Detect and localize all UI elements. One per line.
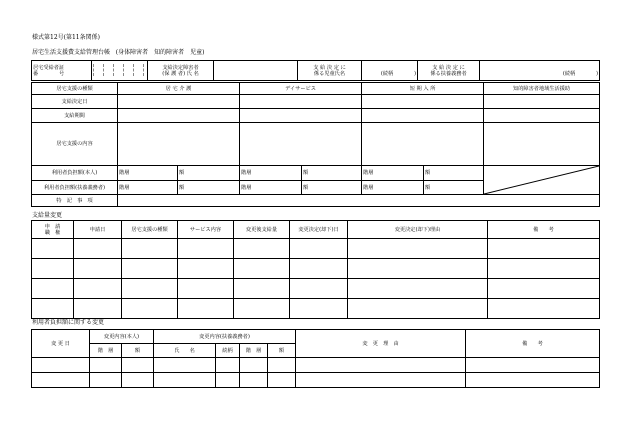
change-row[interactable] bbox=[32, 299, 600, 319]
day-service-content[interactable] bbox=[240, 123, 362, 166]
recipient-number-label bbox=[32, 61, 92, 81]
user-burden-tier-1[interactable]: 階層 bbox=[118, 166, 178, 181]
day-service-period[interactable] bbox=[240, 109, 362, 123]
form-categories: (身体障害者 知的障害者 児童) bbox=[115, 49, 205, 56]
period-label: 支給期間 bbox=[32, 109, 118, 123]
short-stay-period[interactable] bbox=[362, 109, 484, 123]
support-burden-tier-2[interactable]: 階層 bbox=[240, 181, 302, 195]
burden-support-amount-header: 額 bbox=[268, 344, 296, 358]
notes-field[interactable] bbox=[118, 195, 600, 207]
home-care-content[interactable] bbox=[118, 123, 240, 166]
change-row[interactable] bbox=[32, 279, 600, 299]
user-burden-amount-2[interactable]: 額 bbox=[302, 166, 362, 181]
support-label bbox=[418, 61, 480, 81]
decided-person-label-1: 支給決定障害者 bbox=[162, 64, 199, 71]
content-label: 居宅支援の内容 bbox=[32, 123, 118, 166]
burden-reason-header: 変 更 理 由 bbox=[296, 330, 466, 358]
burden-change-date-header: 変 更 日 bbox=[32, 330, 90, 358]
burden-self-change-header: 変更内容(本人) bbox=[90, 330, 154, 344]
change-header-date: 申請日 bbox=[74, 221, 122, 239]
support-burden-amount-3[interactable]: 額 bbox=[424, 181, 484, 195]
form-title bbox=[32, 49, 204, 56]
form-number: 様式第12号(第11条関係) bbox=[32, 34, 100, 41]
burden-self-amount-header: 額 bbox=[122, 344, 154, 358]
support-burden-label: 利用者負担額(扶養義務者) bbox=[32, 181, 118, 195]
change-header-application: 申 請 職 権 bbox=[32, 221, 74, 239]
support-type-header: 居宅支援の種類 bbox=[32, 83, 118, 95]
support-burden-tier-3[interactable]: 階層 bbox=[362, 181, 424, 195]
support-burden-amount-2[interactable]: 額 bbox=[302, 181, 362, 195]
short-stay-decision-date[interactable] bbox=[362, 95, 484, 109]
child-field[interactable] bbox=[362, 61, 418, 81]
support-table bbox=[31, 82, 600, 207]
regional-content[interactable] bbox=[484, 123, 600, 166]
notes-label: 特 記 事 項 bbox=[32, 195, 118, 207]
change-row[interactable] bbox=[32, 239, 600, 259]
change-section-title: 支給量変更 bbox=[32, 212, 63, 219]
change-header-remarks: 備 考 bbox=[488, 221, 600, 239]
change-header-type: 居宅支援の種類 bbox=[122, 221, 178, 239]
day-service-decision-date[interactable] bbox=[240, 95, 362, 109]
support-relation: (続柄 ) bbox=[562, 71, 598, 77]
regional-support-header: 知的障害者地域生活援助 bbox=[484, 83, 600, 95]
burden-remarks-header: 備 考 bbox=[466, 330, 600, 358]
recipient-number-label-1: 居宅受給者証 bbox=[33, 64, 65, 71]
support-burden-tier-1[interactable]: 階層 bbox=[118, 181, 178, 195]
day-service-header: デイサービス bbox=[240, 83, 362, 95]
support-field[interactable] bbox=[480, 61, 600, 81]
change-table bbox=[31, 220, 600, 319]
decided-person-field[interactable] bbox=[214, 61, 298, 81]
home-care-decision-date[interactable] bbox=[118, 95, 240, 109]
regional-decision-date[interactable] bbox=[484, 95, 600, 109]
user-burden-amount-1[interactable]: 額 bbox=[178, 166, 240, 181]
change-header-amount: 変更後支給量 bbox=[234, 221, 290, 239]
burden-row[interactable] bbox=[32, 373, 600, 388]
identification-table bbox=[31, 60, 600, 81]
change-header-reason: 変更決定(却下)理由 bbox=[348, 221, 488, 239]
burden-support-relation-header: 続柄 bbox=[216, 344, 240, 358]
child-relation: (続柄 ) bbox=[380, 71, 416, 77]
child-label bbox=[298, 61, 362, 81]
home-care-period[interactable] bbox=[118, 109, 240, 123]
child-label-1: 支 給 決 定 に bbox=[313, 64, 346, 71]
burden-support-name-header: 氏 名 bbox=[154, 344, 216, 358]
change-row[interactable] bbox=[32, 259, 600, 279]
burden-section-title: 利用者負担額に関する変更 bbox=[32, 319, 105, 326]
burden-row[interactable] bbox=[32, 358, 600, 373]
regional-period[interactable] bbox=[484, 109, 600, 123]
change-header-decision-date: 変更決定(却下)日 bbox=[290, 221, 348, 239]
short-stay-content[interactable] bbox=[362, 123, 484, 166]
short-stay-header: 短 期 入 所 bbox=[362, 83, 484, 95]
recipient-number-field[interactable] bbox=[92, 61, 148, 81]
burden-self-tier-header: 階 層 bbox=[90, 344, 122, 358]
child-label-2: 係る児童氏名 bbox=[313, 70, 346, 77]
decided-person-label bbox=[148, 61, 214, 81]
form-title-text: 居宅生活支援費支給管理台帳 bbox=[32, 49, 111, 56]
support-label-1: 支 給 決 定 に bbox=[432, 64, 465, 71]
user-burden-label: 利用者負担額(本人) bbox=[32, 166, 118, 181]
regional-burden-crossed bbox=[484, 166, 600, 195]
change-header-service: サービス内容 bbox=[178, 221, 234, 239]
decided-person-label-2: (保 護 者) 氏 名 bbox=[162, 70, 199, 77]
support-burden-amount-1[interactable]: 額 bbox=[178, 181, 240, 195]
recipient-number-label-2: 番 号 bbox=[33, 70, 65, 77]
decision-date-label: 支給決定日 bbox=[32, 95, 118, 109]
user-burden-tier-2[interactable]: 階層 bbox=[240, 166, 302, 181]
user-burden-tier-3[interactable]: 階層 bbox=[362, 166, 424, 181]
burden-support-change-header: 変更内容(扶養義務者) bbox=[154, 330, 296, 344]
burden-support-tier-header: 階 層 bbox=[240, 344, 268, 358]
user-burden-amount-3[interactable]: 額 bbox=[424, 166, 484, 181]
support-label-2: 係る扶養義務者 bbox=[430, 70, 467, 77]
home-care-header: 居 宅 介 護 bbox=[118, 83, 240, 95]
diagonal-line-icon bbox=[484, 166, 599, 194]
burden-change-table bbox=[31, 329, 600, 388]
